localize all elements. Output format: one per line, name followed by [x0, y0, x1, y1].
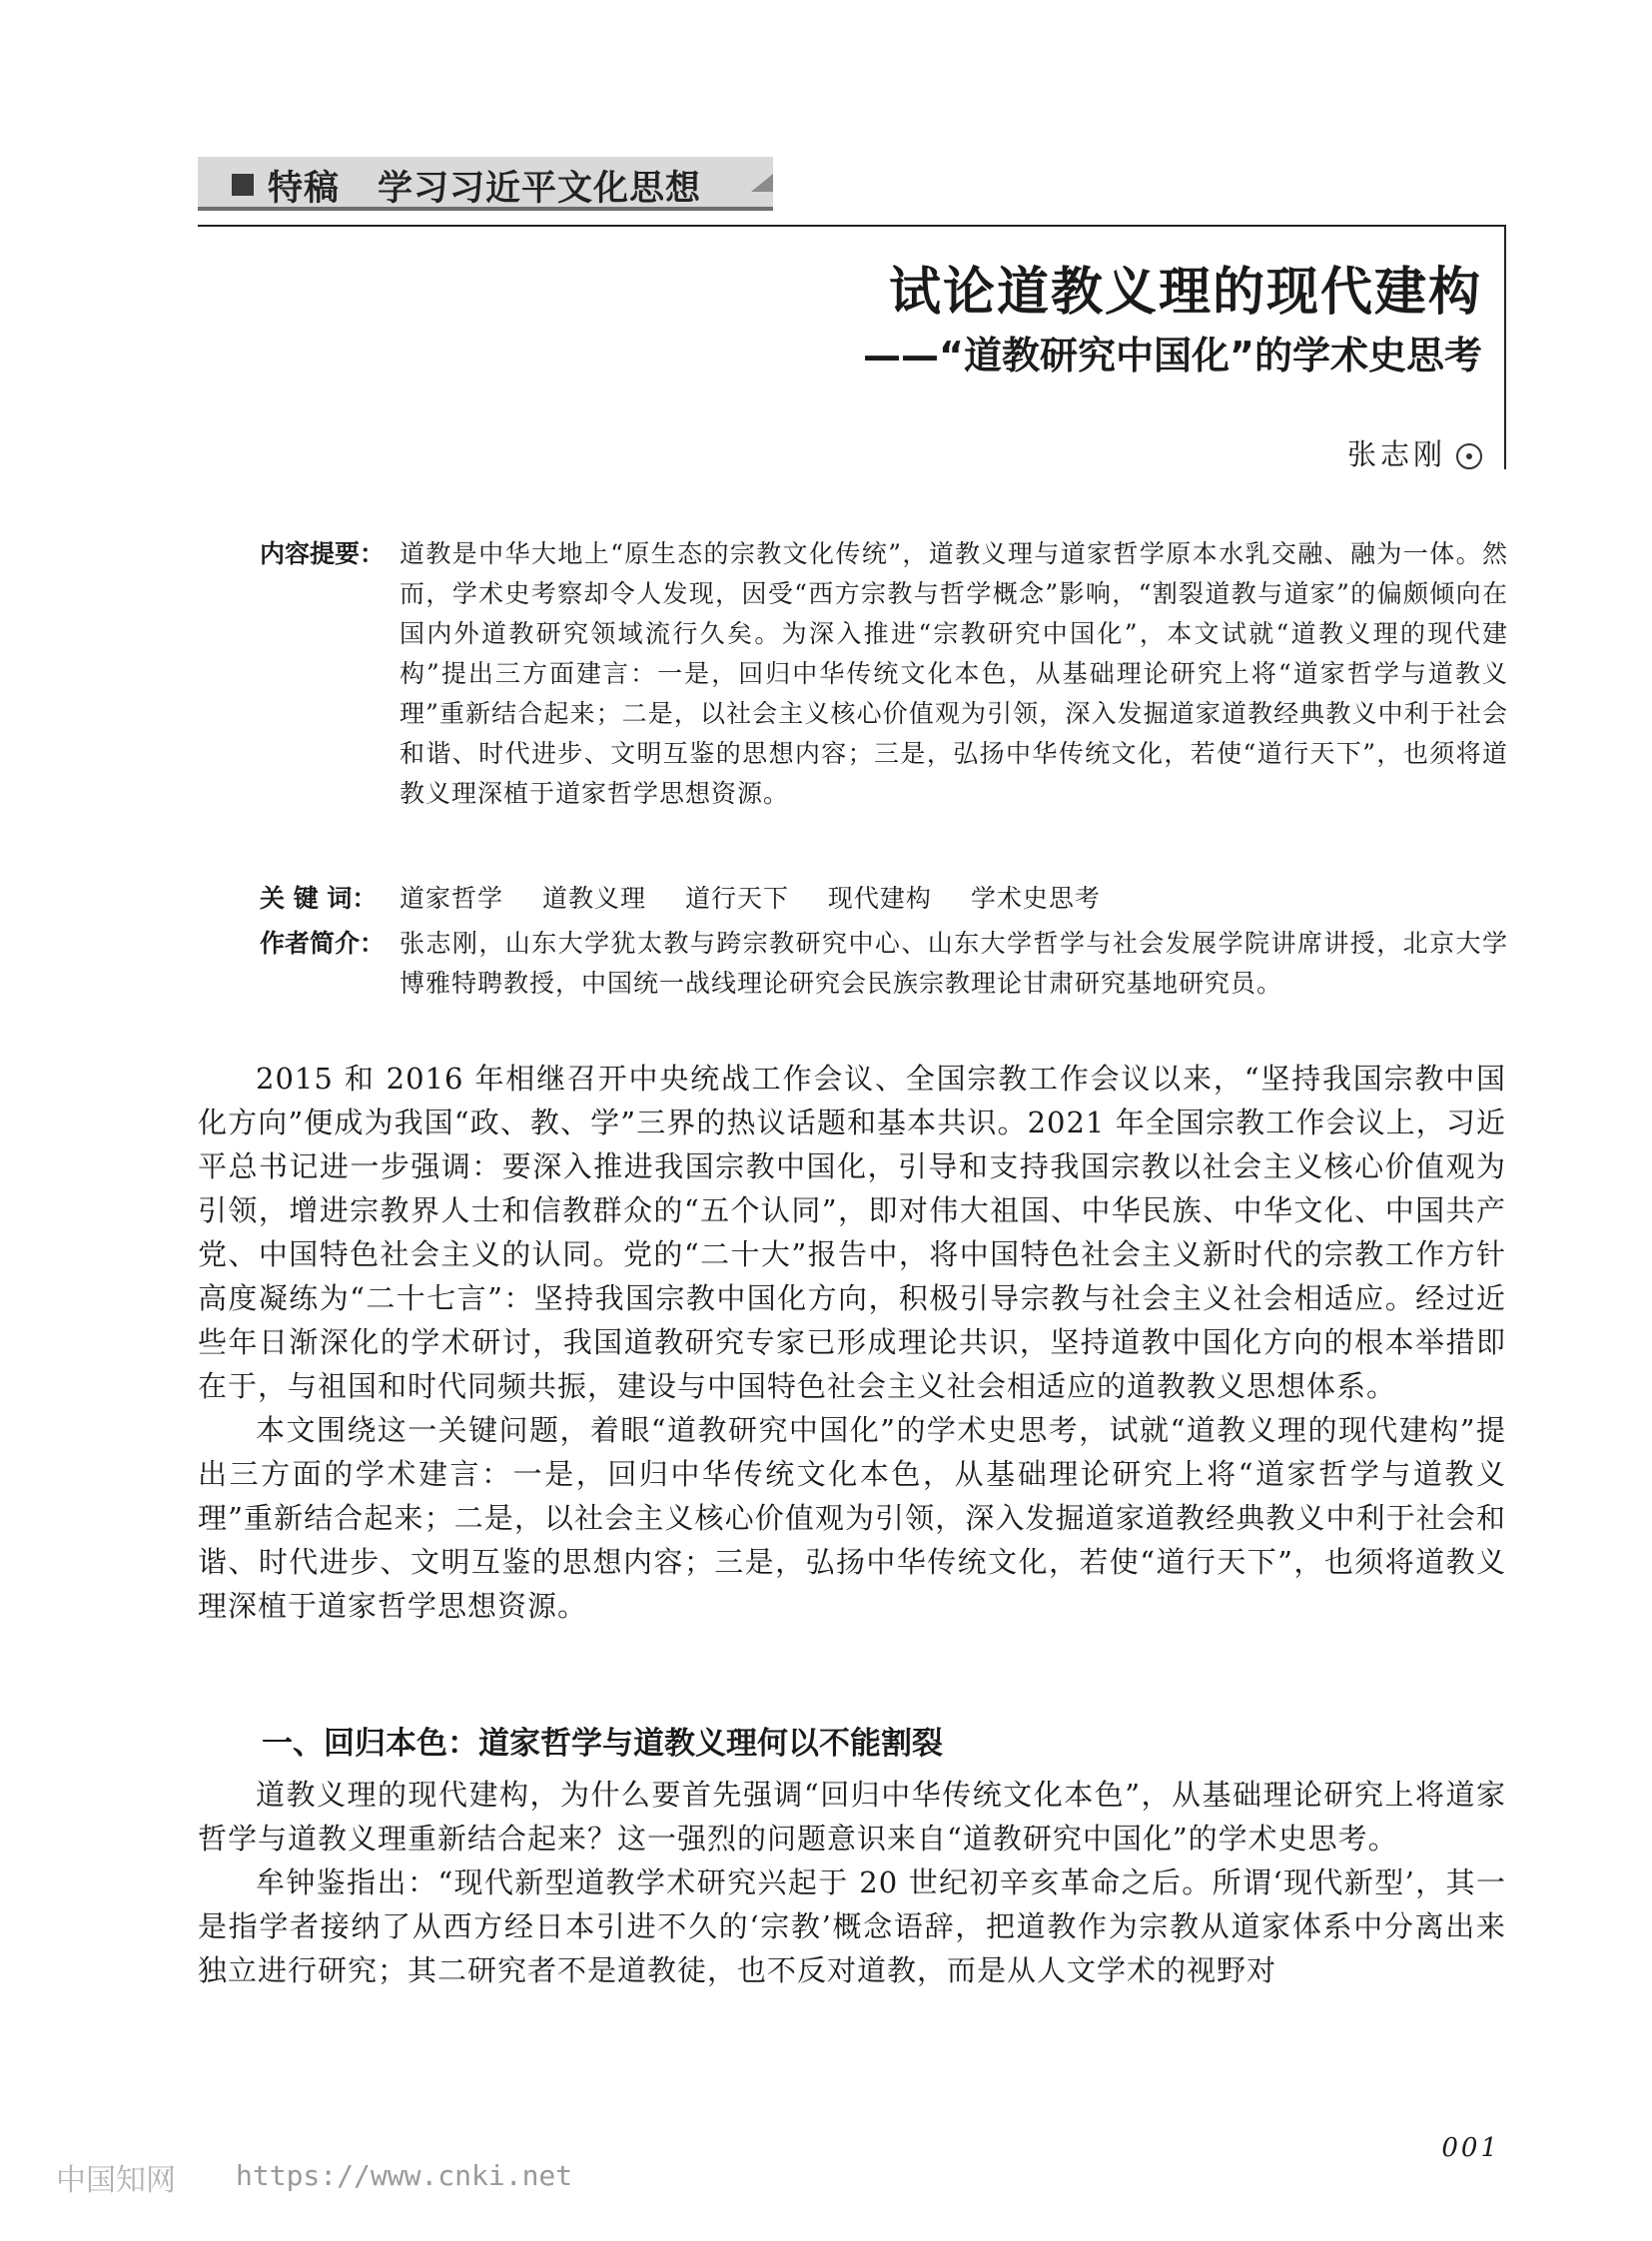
body-paragraph: 道教义理的现代建构，为什么要首先强调“回归中华传统文化本色”，从基础理论研究上将道家哲学与道教义理重新结合起来？这一强烈的问题意识来自“道教研究中国化”的学术史思考。: [198, 1778, 1506, 1856]
section-1-body: [198, 1773, 1506, 1992]
banner-text: [268, 161, 701, 211]
banner-section: 特稿: [268, 169, 341, 209]
page-number: 001: [1441, 2133, 1500, 2163]
banner-square-icon: [232, 174, 254, 196]
author-line: [1347, 432, 1482, 473]
abstract-label: 内容提要：: [260, 539, 386, 568]
keyword: 学术史思考: [970, 884, 1101, 913]
body-paragraph: 牟钟鉴指出：“现代新型道教学术研究兴起于 20 世纪初辛亥革命之后。所谓‘现代新型’，其一是指学者接纳了从西方经日本引进不久的‘宗教’概念语辞，把道教作为宗教从道家体系中分离出来独立进行研究；其二研究者不是道教徒，也不反对道教，而是从人文学术的视野对: [198, 1866, 1506, 1987]
keywords-block: [260, 879, 1508, 919]
body-paragraph: 2015 和 2016 年相继召开中央统战工作会议、全国宗教工作会议以来，“坚持我国宗教中国化方向”便成为我国“政、教、学”三界的热议话题和基本共识。2021 年全国宗教工作会议上，习近平总书记进一步强调：要深入推进我国宗教中国化，引导和支持我国宗教以社会主义核心价值观为引领，增进宗教界人士和信教群众的“五个认同”，即对伟大祖国、中华民族、中华文化、中国共产党、中国特色社会主义的认同。党的“二十大”报告中，将中国特色社会主义新时代的宗教工作方针高度凝练为“二十七言”：坚持我国宗教中国化方向，积极引导宗教与社会主义社会相适应。经过近些年日渐深化的学术研讨，我国道教研究专家已形成理论共识，坚持道教中国化方向的根本举措即在于，与祖国和时代同频共振，建设与中国特色社会主义社会相适应的道教教义思想体系。: [198, 1062, 1506, 1403]
keyword: 道家哲学: [400, 884, 504, 913]
banner-column: 学习习近平文化思想: [378, 169, 702, 209]
banner-corner-decoration: [751, 174, 773, 192]
cnki-watermark: 中国知网: [56, 2163, 176, 2198]
keyword: 道行天下: [684, 884, 789, 913]
section-heading: 一、回归本色：道家哲学与道教义理何以不能割裂: [262, 1726, 943, 1762]
abstract-text: 道教是中华大地上“原生态的宗教文化传统”，道教义理与道家哲学原本水乳交融、融为一体。然而，学术史考察却令人发现，因受“西方宗教与哲学概念”影响，“割裂道教与道家”的偏颇倾向在国内外道教研究领域流行久矣。为深入推进“宗教研究中国化”，本文试就“道教义理的现代建构”提出三方面建言：一是，回归中华传统文化本色，从基础理论研究上将“道家哲学与道教义理”重新结合起来；二是，以社会主义核心价值观为引领，深入发掘道家道教经典教义中利于社会和谐、时代进步、文明互鉴的思想内容；三是，弘扬中华传统文化，若使“道行天下”，也须将道教义理深植于道家哲学思想资源。: [400, 539, 1508, 808]
keywords-label: 关 键 词：: [260, 884, 378, 913]
title-side-rule: [1504, 226, 1506, 469]
article-subtitle: ——“道教研究中国化”的学术史思考: [863, 334, 1482, 377]
author-info-block: [260, 924, 1508, 1004]
author-name: 张志刚: [1346, 437, 1446, 471]
author-info-text: 张志刚，山东大学犹太教与跨宗教研究中心、山东大学哲学与社会发展学院讲席讲授，北京大学博雅特聘教授，中国统一战线理论研究会民族宗教理论甘肃研究基地研究员。: [400, 929, 1508, 998]
abstract-block: [260, 534, 1508, 814]
keyword: 道教义理: [541, 884, 646, 913]
keywords-list: [400, 879, 1508, 919]
body-paragraph: 本文围绕这一关键问题，着眼“道教研究中国化”的学术史思考，试就“道教义理的现代建构”提出三方面的学术建言：一是，回归中华传统文化本色，从基础理论研究上将“道家哲学与道教义理”重新结合起来；二是，以社会主义核心价值观为引领，深入发掘道家道教经典教义中利于社会和谐、时代进步、文明互鉴的思想内容；三是，弘扬中华传统文化，若使“道行天下”，也须将道教义理深植于道家哲学思想资源。: [198, 1413, 1506, 1623]
intro-section: [198, 1057, 1506, 1628]
article-title: 试论道教义理的现代建构: [888, 263, 1482, 323]
circle-dot-icon: [1456, 443, 1482, 469]
author-info-label: 作者简介：: [260, 929, 386, 958]
cnki-url: https://www.cnki.net: [236, 2159, 573, 2192]
keyword: 现代建构: [827, 884, 932, 913]
header-rule: [198, 225, 1506, 227]
